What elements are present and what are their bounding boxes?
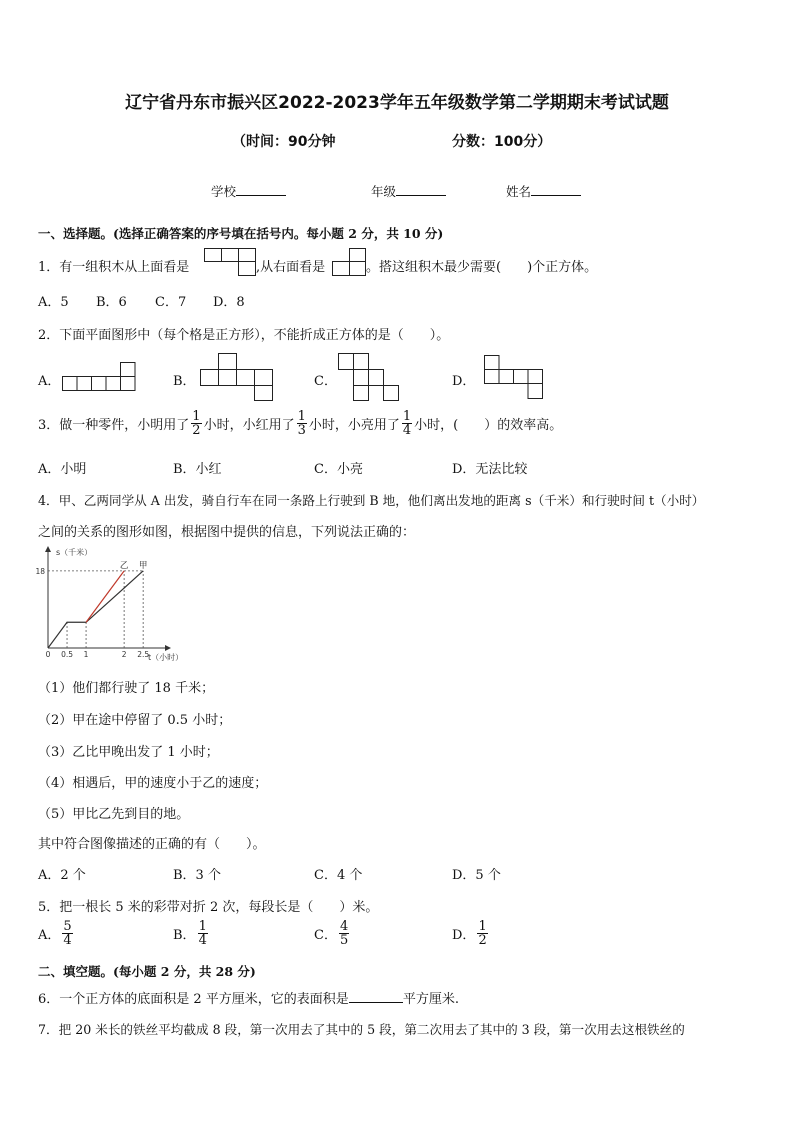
q3-f1-den: 2 [192,423,201,438]
q5-c-label: C． [314,928,337,943]
q1-option-b[interactable]: B．6 [96,295,127,310]
q3-fraction-2 [297,410,307,437]
q1-top-view-figure [204,248,256,278]
q4-statement-1: （1）他们都行驶了 18 千米； [38,681,215,696]
q3-fraction-1 [191,410,201,437]
q3-option-b[interactable]: B．小红 [173,462,222,477]
q2-option-b-label[interactable]: B． [173,374,196,389]
q3-f2-den: 3 [297,423,306,438]
q4-option-d[interactable]: D．5 个 [452,868,501,883]
q4-statement-4: （4）相遇后，甲的速度小于乙的速度； [38,776,268,791]
exam-title: 辽宁省丹东市振兴区2022-2023学年五年级数学第二学期期末考试试题 [125,93,669,113]
q5-c-fraction [339,920,349,947]
grade-label: 年级 [371,184,397,199]
q2-net-c[interactable] [338,353,400,401]
q1-stem-post: 。搭这组积木最少需要( )个正方体。 [366,260,598,275]
q4-conclusion: 其中符合图像描述的正确的有（ ）。 [38,837,266,852]
q5-a-den: 4 [63,933,72,948]
q2-option-d-label[interactable]: D． [452,374,476,389]
q3-f2-num: 1 [297,409,306,424]
exam-time: （时间：90分钟 [232,134,336,150]
q5-a-label: A． [38,928,61,943]
q7-stem: 7．把 20 米长的铁丝平均截成 8 段，第一次用去了其中的 5 段，第二次用去了其中的 3 段，第一次用去这根铁丝的 [38,1022,685,1037]
q3-text-1: 3．做一种零件，小明用了 [38,418,190,433]
chart-series-labels [120,561,148,571]
q4-stem-line1: 4．甲、乙两同学从 A 出发，骑自行车在同一条路上行驶到 B 地，他们离出发地的距离 s（千米）和行驶时间 t（小时） [38,493,705,508]
series-label-1: 乙 [119,560,129,571]
q3-f3-den: 4 [402,423,412,438]
q5-b-fraction [198,920,208,947]
q6-answer-blank[interactable] [349,990,403,1003]
q5-d-fraction [477,920,487,947]
q5-option-b[interactable] [173,920,210,947]
q1-stem-mid: ,从右面看是 [256,260,326,275]
q5-stem: 5．把一根长 5 米的彩带对折 2 次，每段长是（ ）米。 [38,900,379,915]
name-blank[interactable] [531,183,581,196]
q4-option-a[interactable]: A．2 个 [38,868,86,883]
q1-stem-pre: 1．有一组积木从上面看是 [38,260,190,275]
q3-text-3: 小时，小亮用了 [308,418,400,433]
q6-text-post: 平方厘米. [402,992,459,1007]
q4-stem-line2: 之间的关系的图形如图，根据图中提供的信息，下列说法正确的： [38,525,416,540]
q6-text-pre: 6．一个正方体的底面积是 2 平方厘米，它的表面积是 [38,992,349,1007]
x-axis-label: t（小时） [148,653,184,662]
q2-stem: 2．下面平面图形中（每个格是正方形），不能折成正方体的是（ ）。 [38,328,450,343]
q3-f1-num: 1 [192,409,201,424]
q5-b-den: 4 [198,933,207,948]
x-tick-label: 2 [121,650,127,659]
q3-text-2: 小时，小红用了 [203,418,295,433]
x-tick-label: 0 [45,650,51,659]
q5-c-den: 5 [339,933,349,948]
q5-d-label: D． [452,928,476,943]
q2-net-a[interactable] [62,362,136,392]
q5-c-num: 4 [339,919,349,934]
q1-option-a[interactable]: A．5 [38,295,69,310]
q3-option-d[interactable]: D．无法比较 [452,462,528,477]
q5-d-den: 2 [478,933,487,948]
q5-b-label: B． [173,928,196,943]
q1-option-c[interactable]: C．7 [155,295,187,310]
q5-option-a[interactable] [38,920,75,947]
q1-option-d[interactable]: D．8 [213,295,245,310]
q4-statement-5: （5）甲比乙先到目的地。 [38,807,190,822]
q3-stem [38,410,562,437]
series-line-1 [86,571,124,622]
q4-option-b[interactable]: B．3 个 [173,868,221,883]
q4-statement-3: （3）乙比甲晚出发了 1 小时； [38,745,219,760]
q5-option-c[interactable] [314,920,351,947]
q6 [38,988,459,1007]
name-field[interactable] [506,182,581,200]
q2-net-d[interactable] [484,355,544,400]
q3-fraction-3 [402,410,412,437]
q5-b-num: 1 [198,919,207,934]
x-tick-label: 1 [83,650,89,659]
q5-option-d[interactable] [452,920,490,947]
grade-field[interactable] [371,182,446,200]
x-tick-label: 2.5 [137,650,150,659]
series-label-0: 甲 [138,560,148,571]
q3-option-c[interactable]: C．小亮 [314,462,363,477]
q5-a-fraction [62,920,72,947]
school-blank[interactable] [236,183,286,196]
q4-distance-time-chart [30,545,190,670]
grade-blank[interactable] [396,183,446,196]
y-axis-label: s（千米） [56,548,93,557]
q5-d-num: 1 [478,919,487,934]
q3-option-a[interactable]: A．小明 [38,462,87,477]
q1-right-view-figure [332,248,367,278]
q3-text-4: 小时，( ）的效率高。 [414,418,563,433]
section1-heading: 一、选择题。(选择正确答案的序号填在括号内。每小题 2 分，共 10 分) [38,226,444,241]
q4-option-c[interactable]: C．4 个 [314,868,363,883]
q4-statement-2: （2）甲在途中停留了 0.5 小时； [38,713,232,728]
school-field[interactable] [211,182,286,200]
section2-heading: 二、填空题。(每小题 2 分，共 28 分) [38,964,256,979]
q2-net-b[interactable] [200,353,275,401]
q2-option-a-label[interactable]: A． [38,374,61,389]
y-tick-label: 18 [35,566,45,576]
q3-f3-num: 1 [402,409,412,424]
exam-score: 分数：100分） [452,134,552,150]
school-label: 学校 [211,184,237,199]
x-tick-label: 0.5 [61,650,74,659]
q5-a-num: 5 [63,919,72,934]
q2-option-c-label[interactable]: C． [314,374,337,389]
name-label: 姓名 [506,184,532,199]
chart-series [48,571,143,648]
